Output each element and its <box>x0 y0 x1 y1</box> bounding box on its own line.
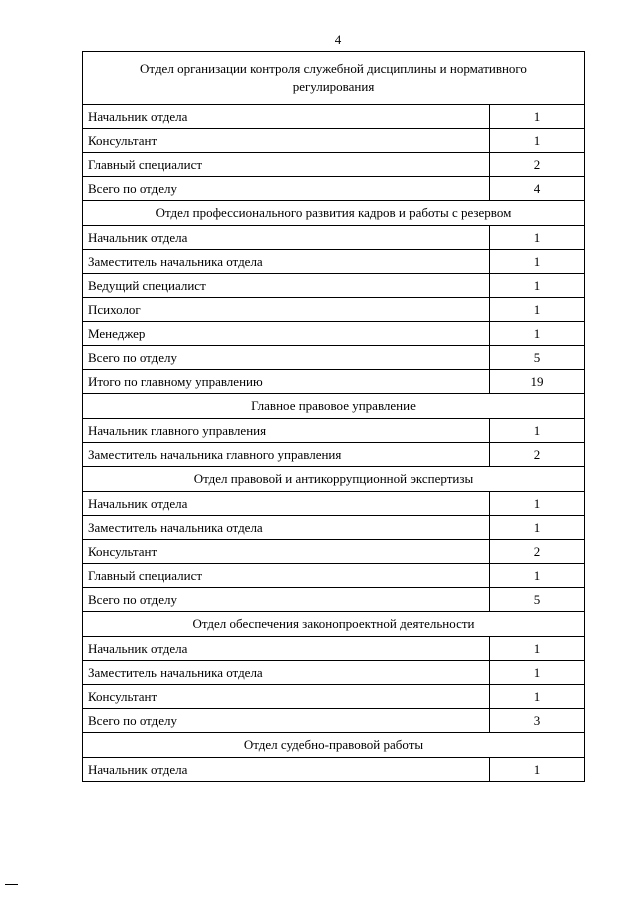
position-name: Всего по отделу <box>83 588 490 612</box>
section-header-row <box>83 612 585 637</box>
position-name: Всего по отделу <box>83 177 490 201</box>
position-count: 1 <box>490 129 585 153</box>
position-count: 1 <box>490 492 585 516</box>
position-name: Всего по отделу <box>83 346 490 370</box>
section-header-row <box>83 467 585 492</box>
table-row <box>83 346 585 370</box>
table-row <box>83 298 585 322</box>
position-count: 4 <box>490 177 585 201</box>
position-count: 2 <box>490 540 585 564</box>
position-count: 1 <box>490 274 585 298</box>
footer-mark <box>5 884 18 885</box>
position-name: Главный специалист <box>83 153 490 177</box>
table-row <box>83 129 585 153</box>
table-row <box>83 153 585 177</box>
section-header-row <box>83 201 585 226</box>
position-count: 19 <box>490 370 585 394</box>
position-count: 1 <box>490 685 585 709</box>
position-count: 1 <box>490 637 585 661</box>
position-count: 1 <box>490 298 585 322</box>
position-name: Начальник главного управления <box>83 419 490 443</box>
table-row <box>83 322 585 346</box>
section-header-row <box>83 733 585 758</box>
table-row <box>83 177 585 201</box>
position-count: 1 <box>490 564 585 588</box>
table-row <box>83 516 585 540</box>
section-title: Главное правовое управление <box>83 394 585 419</box>
table-row <box>83 588 585 612</box>
staffing-table <box>82 51 585 782</box>
position-name: Заместитель начальника главного управления <box>83 443 490 467</box>
position-name: Консультант <box>83 540 490 564</box>
position-name: Начальник отдела <box>83 758 490 782</box>
position-count: 2 <box>490 443 585 467</box>
position-name: Главный специалист <box>83 564 490 588</box>
position-name: Начальник отдела <box>83 492 490 516</box>
table-row <box>83 685 585 709</box>
position-count: 3 <box>490 709 585 733</box>
position-name: Начальник отдела <box>83 226 490 250</box>
table-row <box>83 443 585 467</box>
table-row <box>83 105 585 129</box>
position-name: Психолог <box>83 298 490 322</box>
position-count: 1 <box>490 419 585 443</box>
position-count: 1 <box>490 226 585 250</box>
table-row <box>83 637 585 661</box>
table-row <box>83 226 585 250</box>
table-row <box>83 540 585 564</box>
position-count: 1 <box>490 661 585 685</box>
position-count: 1 <box>490 516 585 540</box>
section-title: Отдел правовой и антикоррупционной экспертизы <box>83 467 585 492</box>
staffing-table-body <box>83 52 585 782</box>
page-number: 4 <box>334 32 342 47</box>
position-name: Заместитель начальника отдела <box>83 250 490 274</box>
position-name: Начальник отдела <box>83 105 490 129</box>
table-row <box>83 709 585 733</box>
position-count: 2 <box>490 153 585 177</box>
position-count: 5 <box>490 588 585 612</box>
table-row <box>83 370 585 394</box>
table-row <box>83 661 585 685</box>
position-name: Заместитель начальника отдела <box>83 516 490 540</box>
table-row <box>83 758 585 782</box>
position-name: Всего по отделу <box>83 709 490 733</box>
table-row <box>83 492 585 516</box>
position-count: 1 <box>490 322 585 346</box>
section-title: Отдел организации контроля служебной дисциплины и нормативного регулирования <box>83 52 585 105</box>
position-name: Начальник отдела <box>83 637 490 661</box>
section-header-row <box>83 52 585 105</box>
section-title: Отдел судебно-правовой работы <box>83 733 585 758</box>
table-row <box>83 419 585 443</box>
position-count: 1 <box>490 105 585 129</box>
position-name: Менеджер <box>83 322 490 346</box>
table-row <box>83 250 585 274</box>
position-count: 1 <box>490 758 585 782</box>
position-name: Итого по главному управлению <box>83 370 490 394</box>
section-header-row <box>83 394 585 419</box>
position-name: Заместитель начальника отдела <box>83 661 490 685</box>
position-name: Консультант <box>83 129 490 153</box>
position-name: Консультант <box>83 685 490 709</box>
position-name: Ведущий специалист <box>83 274 490 298</box>
table-row <box>83 274 585 298</box>
section-title: Отдел профессионального развития кадров и работы с резервом <box>83 201 585 226</box>
position-count: 1 <box>490 250 585 274</box>
position-count: 5 <box>490 346 585 370</box>
table-row <box>83 564 585 588</box>
section-title: Отдел обеспечения законопроектной деятельности <box>83 612 585 637</box>
